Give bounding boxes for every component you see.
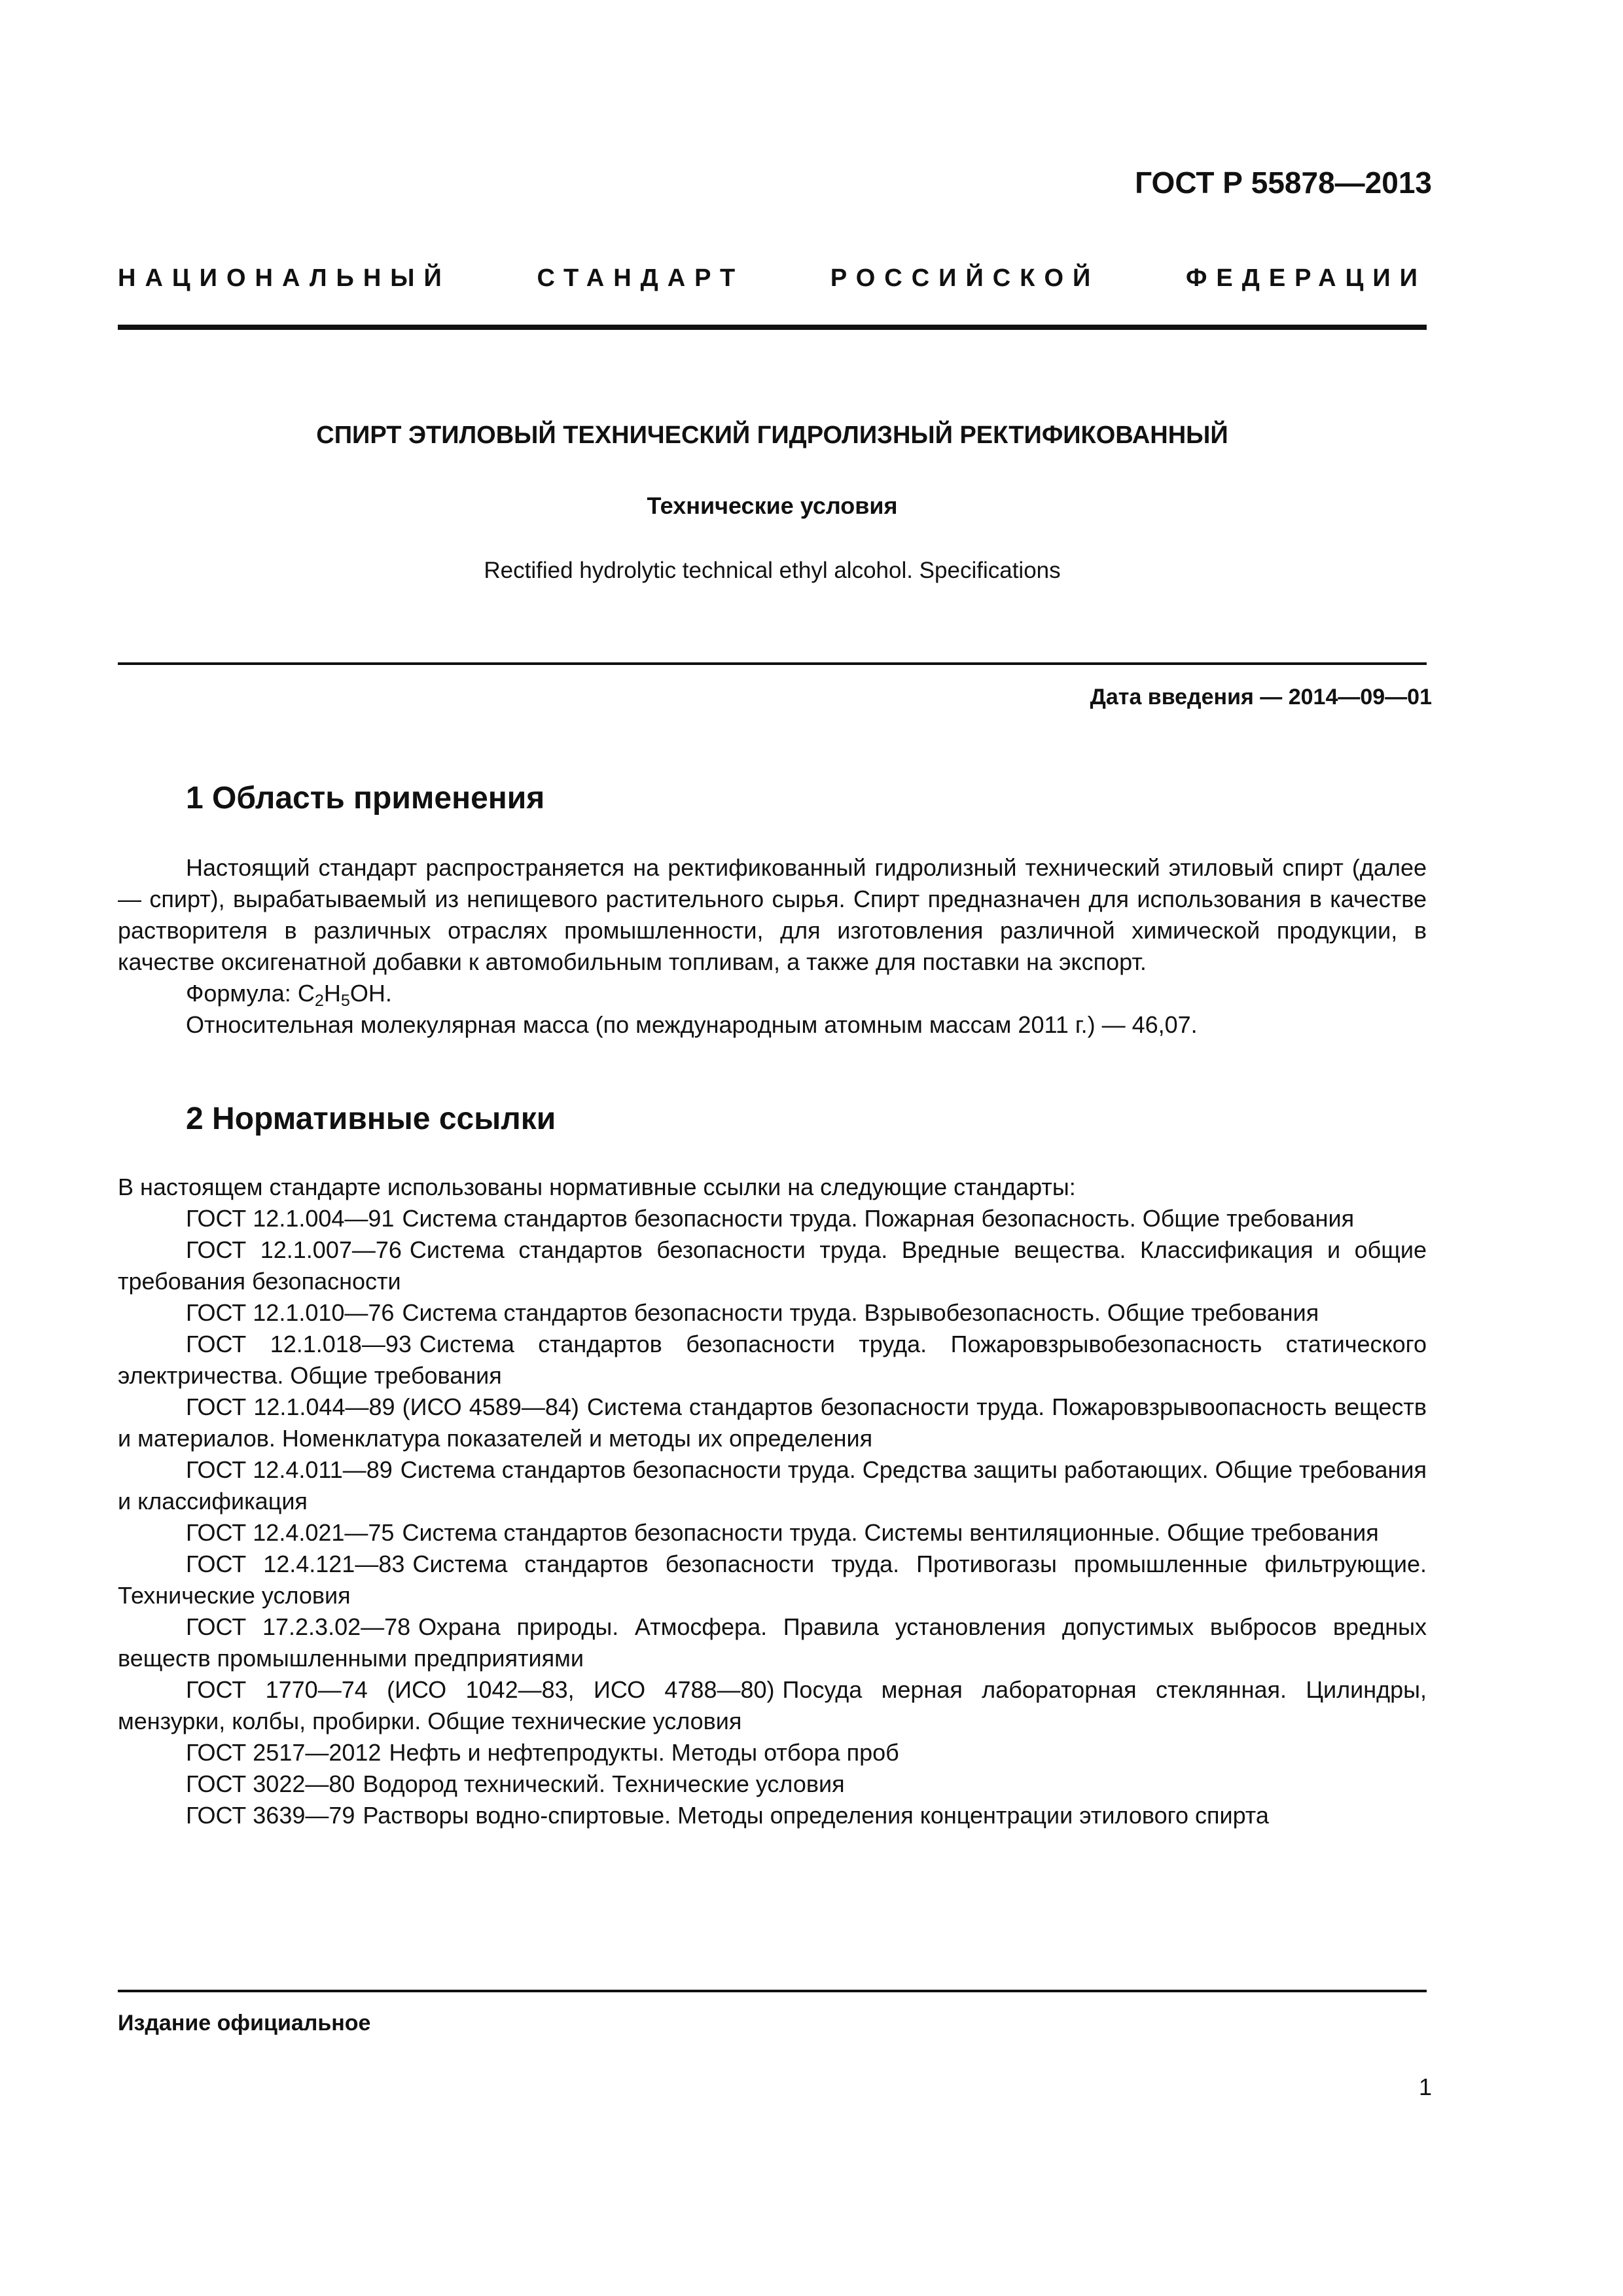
reference-title: Нефть и нефтепродукты. Методы отбора проб	[389, 1739, 899, 1766]
reference-title: Система стандартов безопасности труда. Системы вентиляционные. Общие требования	[402, 1519, 1379, 1546]
formula-line	[118, 978, 1427, 1009]
reference-title: Посуда мерная лабораторная стеклянная. Цилиндры, мензурки, колбы, пробирки. Общие технические условия	[118, 1676, 1427, 1734]
reference-item	[118, 1674, 1427, 1737]
document-title: СПИРТ ЭТИЛОВЫЙ ТЕХНИЧЕСКИЙ ГИДРОЛИЗНЫЙ РЕКТИФИКОВАННЫЙ	[316, 422, 1228, 449]
section-1-body	[118, 852, 1427, 1041]
reference-code: ГОСТ 12.1.044—89 (ИСО 4589—84)	[186, 1393, 579, 1420]
reference-title: Система стандартов безопасности труда. Пожаровзрывобезопасность статического электричества. Общие требования	[118, 1331, 1427, 1389]
reference-code: ГОСТ 3639—79	[186, 1802, 355, 1829]
formula-subscript: 2	[314, 992, 324, 1011]
reference-code: ГОСТ 1770—74 (ИСО 1042—83, ИСО 4788—80)	[186, 1676, 775, 1703]
reference-code: ГОСТ 12.4.121—83	[186, 1551, 405, 1577]
formula-part: H	[323, 980, 341, 1007]
molecular-mass-line: Относительная молекулярная масса (по международным атомным массам 2011 г.) — 46,07.	[186, 1011, 1198, 1038]
reference-list	[118, 1203, 1427, 1831]
national-standard-word: ФЕДЕРАЦИИ	[1185, 264, 1427, 292]
national-standard-header	[118, 264, 1427, 293]
title-divider	[118, 662, 1427, 665]
reference-code: ГОСТ 12.1.010—76	[186, 1299, 395, 1326]
reference-item	[118, 1737, 1427, 1768]
formula-part: OH.	[349, 980, 392, 1007]
reference-item	[118, 1549, 1427, 1611]
reference-item	[118, 1517, 1427, 1549]
reference-code: ГОСТ 17.2.3.02—78	[186, 1613, 411, 1640]
reference-title: Водород технический. Технические условия	[363, 1770, 845, 1797]
reference-title: Растворы водно-спиртовые. Методы определения концентрации этилового спирта	[363, 1802, 1269, 1829]
reference-title: Система стандартов безопасности труда. Противогазы промышленные фильтрующие. Технические условия	[118, 1551, 1427, 1609]
formula-part: C	[297, 980, 315, 1007]
scope-paragraph: Настоящий стандарт распространяется на ректификованный гидролизный технический этиловый спирт (далее — спирт), вырабатываемый из непищевого растительного сырья. Спирт предназначен для использования в качестве растворителя в различных отраслях промышленности, для изготовления различной химической продукции, в качестве оксигенатной добавки к автомобильным топливам, а также для поставки на экспорт.	[118, 854, 1427, 975]
page-number: 1	[1418, 2073, 1432, 2100]
national-standard-word: РОССИЙСКОЙ	[830, 264, 1100, 292]
reference-code: ГОСТ 2517—2012	[186, 1739, 382, 1766]
gost-code: ГОСТ Р 55878—2013	[1135, 166, 1432, 200]
edition-label: Издание официальное	[118, 2011, 371, 2036]
references-intro: В настоящем стандарте использованы нормативные ссылки на следующие стандарты:	[118, 1174, 1076, 1200]
formula-label: Формула:	[186, 980, 298, 1007]
reference-title: Система стандартов безопасности труда. Пожаровзрывоопасность веществ и материалов. Номенклатура показателей и методы их определения	[118, 1393, 1427, 1452]
section-1-heading: 1 Область применения	[186, 781, 545, 816]
formula-subscript: 5	[340, 992, 350, 1011]
reference-code: ГОСТ 12.1.007—76	[186, 1236, 402, 1263]
reference-item	[118, 1234, 1427, 1297]
reference-code: ГОСТ 12.1.018—93	[186, 1331, 412, 1357]
national-standard-word: СТАНДАРТ	[537, 264, 745, 292]
national-standard-word: НАЦИОНАЛЬНЫЙ	[118, 264, 451, 292]
reference-item	[118, 1329, 1427, 1391]
reference-code: ГОСТ 12.1.004—91	[186, 1205, 395, 1232]
reference-item	[118, 1203, 1427, 1234]
footer-divider	[118, 1990, 1427, 1992]
reference-title: Система стандартов безопасности труда. Взрывобезопасность. Общие требования	[402, 1299, 1319, 1326]
reference-item	[118, 1297, 1427, 1329]
reference-item	[118, 1454, 1427, 1517]
introduction-date: Дата введения — 2014—09—01	[1090, 685, 1432, 709]
reference-code: ГОСТ 12.4.021—75	[186, 1519, 395, 1546]
reference-code: ГОСТ 3022—80	[186, 1770, 355, 1797]
section-2-body	[118, 1172, 1427, 1831]
section-2-heading: 2 Нормативные ссылки	[186, 1102, 556, 1136]
reference-item	[118, 1391, 1427, 1454]
reference-item	[118, 1611, 1427, 1674]
document-subtitle: Технические условия	[647, 492, 898, 519]
reference-code: ГОСТ 12.4.011—89	[186, 1456, 393, 1483]
document-english-title: Rectified hydrolytic technical ethyl alcohol. Specifications	[484, 558, 1061, 583]
reference-item	[118, 1768, 1427, 1800]
header-divider	[118, 325, 1427, 330]
reference-title: Система стандартов безопасности труда. Пожарная безопасность. Общие требования	[402, 1205, 1355, 1232]
reference-title: Система стандартов безопасности труда. Вредные вещества. Классификация и общие требования безопасности	[118, 1236, 1427, 1295]
reference-title: Система стандартов безопасности труда. Средства защиты работающих. Общие требования и классификация	[118, 1456, 1427, 1515]
reference-title: Охрана природы. Атмосфера. Правила установления допустимых выбросов вредных веществ промышленными предприятиями	[118, 1613, 1427, 1672]
reference-item	[118, 1800, 1427, 1831]
